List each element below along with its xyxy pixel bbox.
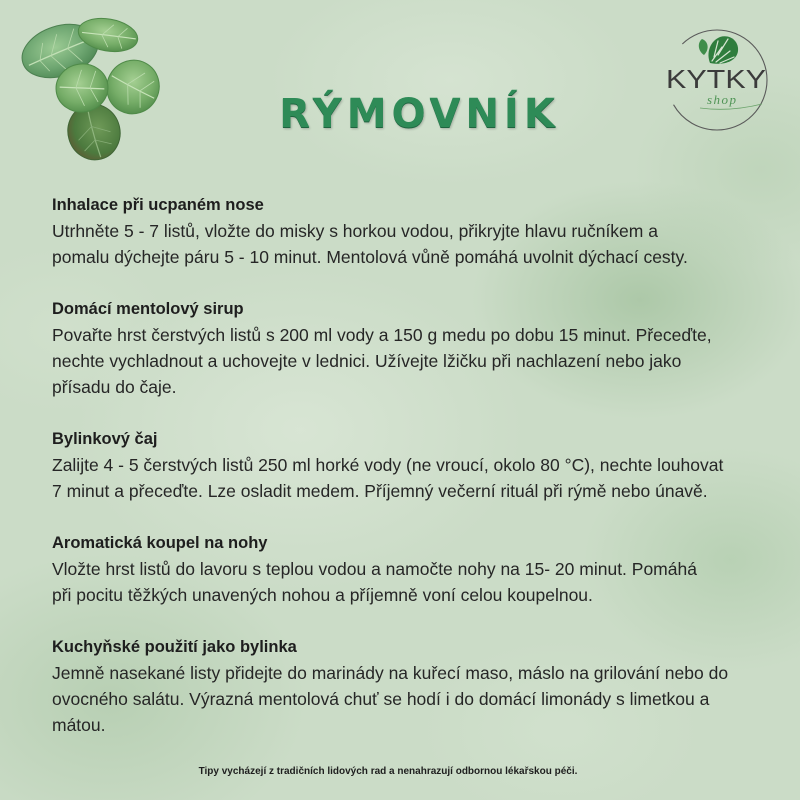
disclaimer-note: Tipy vycházejí z tradičních lidových rad a nenahrazují odbornou lékařskou péči.: [198, 766, 578, 777]
tip-heading: Bylinkový čaj: [52, 430, 158, 448]
tip-text-line: Jemně nasekané listy přidejte do marinády na kuřecí maso, máslo na grilování nebo do: [52, 663, 729, 683]
tip-section-tea: [52, 426, 752, 504]
brand-logo: [660, 25, 775, 135]
tip-heading: Aromatická koupel na nohy: [52, 534, 268, 552]
tip-section-syrup: [52, 296, 752, 400]
tip-text-line: Povařte hrst čerstvých listů s 200 ml vody a 150 g medu po dobu 15 minut. Přeceďte,: [52, 325, 712, 345]
tip-text-line: ovocného salátu. Výrazná mentolová chuť se hodí i do domácí limonády s limetkou a: [52, 689, 710, 709]
plant-leaves-illustration: [10, 15, 160, 165]
tip-text-line: mátou.: [52, 715, 106, 735]
tip-text-line: pomalu dýchejte páru 5 - 10 minut. Mentolová vůně pomáhá uvolnit dýchací cesty.: [52, 247, 688, 267]
tip-section-kitchen: [52, 634, 752, 738]
tip-text-line: Utrhněte 5 - 7 listů, vložte do misky s horkou vodou, přikryjte hlavu ručníkem a: [52, 221, 658, 241]
tip-heading: Domácí mentolový sirup: [52, 300, 244, 318]
tip-text-line: nechte vychladnout a uchovejte v lednici. Užívejte lžičku při nachlazení nebo jako: [52, 351, 682, 371]
tip-text-line: 7 minut a přeceďte. Lze osladit medem. Příjemný večerní rituál při rýmě nebo únavě.: [52, 481, 708, 501]
monstera-leaf-icon: [708, 36, 738, 63]
page-title: RÝMOVNÍK: [279, 91, 560, 137]
tip-heading: Kuchyňské použití jako bylinka: [52, 638, 297, 656]
tip-text-line: přísadu do čaje.: [52, 377, 177, 397]
tip-text-line: Vložte hrst listů do lavoru s teplou vodou a namočte nohy na 15- 20 minut. Pomáhá: [52, 559, 697, 579]
logo-text: KYTKY: [666, 64, 766, 94]
tip-text-line: Zalijte 4 - 5 čerstvých listů 250 ml horké vody (ne vroucí, okolo 80 °C), nechte louhovat: [52, 455, 724, 475]
tip-section-foot-bath: [52, 530, 752, 608]
tip-section-inhalation: [52, 192, 752, 270]
small-leaf-icon: [699, 39, 708, 55]
tip-text-line: při pocitu těžkých unavených nohou a příjemně voní celou koupelnou.: [52, 585, 593, 605]
logo-subtext: shop: [707, 92, 738, 107]
tips-content: [52, 192, 752, 764]
tip-heading: Inhalace při ucpaném nose: [52, 196, 264, 214]
